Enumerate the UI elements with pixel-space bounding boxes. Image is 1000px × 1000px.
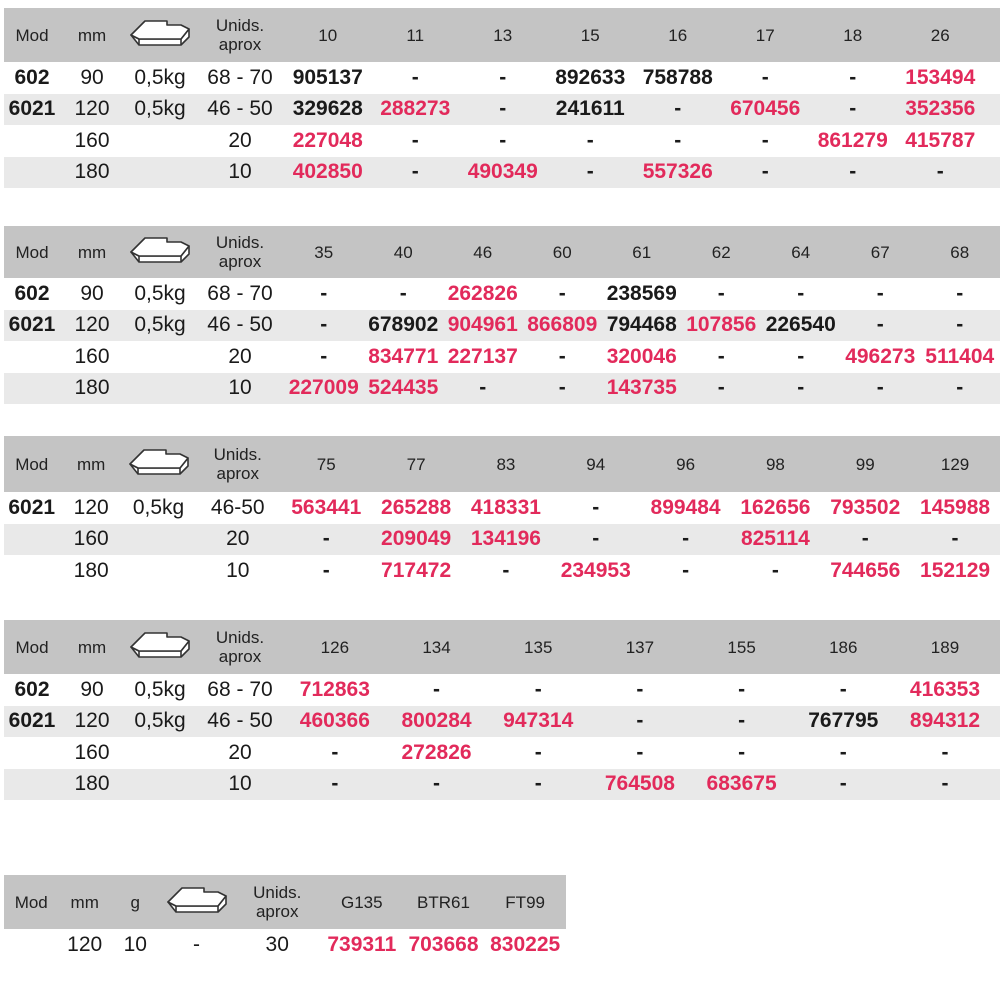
row-code: - <box>839 677 847 701</box>
row-code: 834771 <box>368 344 439 368</box>
row-code: 904961 <box>447 313 518 337</box>
row-code: 145988 <box>920 495 991 519</box>
table-row <box>4 373 1000 405</box>
row-mm: 120 <box>67 932 103 956</box>
header-size: 40 <box>393 242 413 262</box>
row-mod: 6021 <box>8 709 56 733</box>
price-table-5 <box>4 875 566 961</box>
table-row <box>4 555 1000 587</box>
row-code: - <box>411 65 419 89</box>
table-row <box>4 62 1000 94</box>
table-row <box>4 769 1000 801</box>
row-code: - <box>479 376 487 400</box>
row-code: - <box>849 97 857 121</box>
header-unids-line2: aprox <box>218 647 262 666</box>
row-code: 905137 <box>292 65 363 89</box>
row-code: - <box>761 65 769 89</box>
row-code: 143735 <box>606 376 677 400</box>
table-row <box>4 341 1000 373</box>
row-code: 947314 <box>503 709 574 733</box>
row-code: 209049 <box>381 527 452 551</box>
row-code: - <box>682 527 690 551</box>
row-mod: 6021 <box>8 97 56 121</box>
header-size: 10 <box>318 25 338 45</box>
row-code: - <box>433 772 441 796</box>
open-box-icon <box>124 234 196 270</box>
header-unids <box>196 233 284 271</box>
row-code: - <box>322 558 330 582</box>
row-mm: 160 <box>74 344 110 368</box>
header-mod: Mod <box>15 637 49 657</box>
row-unids: 20 <box>228 740 252 764</box>
row-code: 234953 <box>560 558 631 582</box>
table-row <box>4 310 1000 342</box>
row-code: 767795 <box>808 709 879 733</box>
open-box-icon <box>124 17 196 53</box>
header-size: 98 <box>765 454 785 474</box>
row-code: 557326 <box>642 160 713 184</box>
row-code: 524435 <box>368 376 439 400</box>
row-unids: 10 <box>228 160 252 184</box>
row-code: - <box>320 313 328 337</box>
row-weight: 0,5kg <box>134 313 186 337</box>
row-code: 227048 <box>292 128 363 152</box>
row-code: 825114 <box>740 527 810 551</box>
table-row <box>4 929 566 961</box>
open-box-icon <box>123 446 194 482</box>
table-row <box>4 125 1000 157</box>
table-row <box>4 278 1000 310</box>
header-size: G135 <box>341 892 383 912</box>
row-code: - <box>876 313 884 337</box>
row-code: - <box>499 65 507 89</box>
row-code: - <box>956 281 964 305</box>
row-unids: 20 <box>226 527 250 551</box>
row-weight: 0,5kg <box>134 65 186 89</box>
header-unids <box>196 16 284 54</box>
table-row <box>4 706 1000 738</box>
header-size: 83 <box>496 454 516 474</box>
row-code: - <box>636 709 644 733</box>
row-code: - <box>876 281 884 305</box>
row-code: - <box>534 677 542 701</box>
row-code: 320046 <box>606 344 677 368</box>
row-code: - <box>433 677 441 701</box>
header-size: 129 <box>940 454 970 474</box>
header-mod: Mod <box>15 242 49 262</box>
row-code: 563441 <box>291 495 362 519</box>
header-unids-line1: Unids. <box>215 16 265 35</box>
header-mod: Mod <box>15 25 49 45</box>
row-code: 352356 <box>905 97 976 121</box>
row-code: - <box>499 128 507 152</box>
row-code: - <box>534 740 542 764</box>
row-code: - <box>761 128 769 152</box>
header-size: 11 <box>406 25 425 45</box>
header-size: 155 <box>727 637 756 657</box>
price-table-1 <box>4 8 1000 188</box>
row-unids: 20 <box>228 128 252 152</box>
header-size: 15 <box>580 25 600 45</box>
row-code: 329628 <box>292 97 363 121</box>
row-mm: 160 <box>74 740 110 764</box>
row-mm: 90 <box>80 281 104 305</box>
row-code: - <box>499 97 507 121</box>
table-row <box>4 737 1000 769</box>
row-code: - <box>956 313 964 337</box>
row-code: - <box>771 558 779 582</box>
row-mm: 180 <box>73 558 109 582</box>
header-size: 64 <box>791 242 811 262</box>
row-code: - <box>839 740 847 764</box>
header-size: FT99 <box>505 892 545 912</box>
row-unids: 10 <box>228 772 252 796</box>
row-code: - <box>558 376 566 400</box>
row-code: 153494 <box>905 65 976 89</box>
price-table-3 <box>4 436 1000 587</box>
row-code: - <box>797 344 805 368</box>
table-header <box>4 8 1000 62</box>
header-unids-line2: aprox <box>255 902 299 921</box>
row-code: - <box>331 740 339 764</box>
row-code: 227137 <box>447 344 518 368</box>
row-g: 10 <box>123 932 147 956</box>
header-size: 26 <box>930 25 950 45</box>
row-code: 800284 <box>401 709 472 733</box>
header-mm: mm <box>77 637 107 657</box>
header-size: 18 <box>843 25 863 45</box>
row-code: - <box>558 344 566 368</box>
table-row <box>4 94 1000 126</box>
row-code: - <box>861 527 869 551</box>
row-weight: 0,5kg <box>134 97 186 121</box>
header-size: 61 <box>632 242 652 262</box>
row-code: - <box>941 772 949 796</box>
header-size: 16 <box>668 25 688 45</box>
row-code: 402850 <box>292 160 363 184</box>
row-mm: 120 <box>74 313 110 337</box>
row-code: - <box>592 527 600 551</box>
row-mm: 120 <box>74 97 110 121</box>
header-unids-line1: Unids. <box>215 233 265 252</box>
row-mod: 6021 <box>8 313 56 337</box>
table-header <box>4 620 1000 674</box>
row-unids: 10 <box>228 376 252 400</box>
row-code: 460366 <box>299 709 370 733</box>
header-box-icon-cell <box>160 884 234 920</box>
row-code: 703668 <box>408 932 479 956</box>
row-code: - <box>797 281 805 305</box>
row-code: - <box>674 97 682 121</box>
row-code: - <box>411 128 419 152</box>
row-mod: 6021 <box>8 495 56 519</box>
table-header <box>4 875 566 929</box>
row-mm: 160 <box>73 527 109 551</box>
header-size: 60 <box>552 242 572 262</box>
row-code: 226540 <box>765 313 836 337</box>
row-code: 892633 <box>555 65 626 89</box>
header-size: BTR61 <box>417 892 470 912</box>
row-code: 152129 <box>920 558 991 582</box>
row-mm: 90 <box>80 677 104 701</box>
row-code: - <box>941 740 949 764</box>
row-code: 683675 <box>706 772 777 796</box>
row-mod: 602 <box>14 65 50 89</box>
row-code: 265288 <box>381 495 452 519</box>
row-code: - <box>956 376 964 400</box>
header-unids <box>196 628 284 666</box>
header-size: 35 <box>314 242 334 262</box>
row-code: - <box>797 376 805 400</box>
row-box: - <box>193 932 200 956</box>
row-unids: 10 <box>226 558 250 582</box>
header-mm: mm <box>70 892 99 912</box>
row-weight: 0,5kg <box>134 281 186 305</box>
header-size: 62 <box>711 242 731 262</box>
row-code: - <box>876 376 884 400</box>
header-size: 99 <box>855 454 875 474</box>
header-size: 75 <box>316 454 336 474</box>
row-code: 894312 <box>909 709 980 733</box>
header-box-icon-cell <box>124 234 196 270</box>
row-mm: 180 <box>74 772 110 796</box>
row-code: - <box>636 740 644 764</box>
row-code: - <box>717 344 725 368</box>
header-size: 94 <box>586 454 606 474</box>
row-code: 793502 <box>830 495 901 519</box>
price-table-2 <box>4 226 1000 404</box>
header-size: 135 <box>524 637 553 657</box>
header-size: 186 <box>829 637 858 657</box>
row-code: - <box>761 160 769 184</box>
row-weight: 0,5kg <box>132 495 185 519</box>
row-code: - <box>717 376 725 400</box>
header-size: 67 <box>870 242 890 262</box>
header-size: 126 <box>320 637 350 657</box>
row-code: 241611 <box>555 97 625 121</box>
row-code: 511404 <box>925 344 995 368</box>
table-row <box>4 157 1000 189</box>
row-code: 670456 <box>730 97 801 121</box>
row-code: 764508 <box>604 772 675 796</box>
row-mm: 90 <box>80 65 104 89</box>
row-code: - <box>592 495 600 519</box>
header-box-icon-cell <box>124 629 196 665</box>
row-unids: 68 - 70 <box>207 281 273 305</box>
header-g: g <box>130 892 140 912</box>
header-size: 96 <box>676 454 696 474</box>
row-code: - <box>738 709 746 733</box>
row-code: 712863 <box>299 677 370 701</box>
row-mm: 160 <box>74 128 110 152</box>
header-unids-line2: aprox <box>216 464 260 483</box>
row-code: - <box>839 772 847 796</box>
row-code: 418331 <box>470 495 541 519</box>
row-code: - <box>586 128 594 152</box>
row-code: - <box>502 558 510 582</box>
row-code: 107856 <box>686 313 757 337</box>
row-mm: 180 <box>74 376 110 400</box>
row-code: - <box>322 527 330 551</box>
row-mm: 180 <box>74 160 110 184</box>
row-code: 227009 <box>288 376 359 400</box>
table-header <box>4 436 1000 492</box>
row-code: 490349 <box>467 160 538 184</box>
header-unids-line1: Unids. <box>213 445 262 464</box>
row-code: - <box>558 281 566 305</box>
row-weight: 0,5kg <box>134 709 186 733</box>
row-code: 866809 <box>527 313 598 337</box>
row-code: - <box>738 740 746 764</box>
row-unids: 46 - 50 <box>207 709 273 733</box>
row-unids: 46-50 <box>210 495 265 519</box>
price-table-4 <box>4 620 1000 800</box>
header-mm: mm <box>77 25 107 45</box>
table-row <box>4 492 1000 524</box>
row-unids: 68 - 70 <box>207 65 273 89</box>
header-mod: Mod <box>14 892 48 912</box>
row-code: - <box>331 772 339 796</box>
header-size: 68 <box>950 242 970 262</box>
row-mm: 120 <box>73 495 109 519</box>
row-code: - <box>636 677 644 701</box>
table-header <box>4 226 1000 278</box>
row-code: 861279 <box>817 128 888 152</box>
header-box-icon-cell <box>124 17 196 53</box>
row-code: 744656 <box>830 558 901 582</box>
header-size: 189 <box>930 637 960 657</box>
row-code: 899484 <box>650 495 721 519</box>
row-code: 758788 <box>642 65 713 89</box>
header-size: 77 <box>406 454 426 474</box>
header-mm: mm <box>77 242 107 262</box>
header-size: 46 <box>473 242 493 262</box>
row-code: 794468 <box>606 313 677 337</box>
row-unids: 30 <box>265 932 289 956</box>
row-code: 739311 <box>327 932 397 956</box>
row-code: - <box>682 558 690 582</box>
row-code: - <box>674 128 682 152</box>
header-size: 137 <box>625 637 655 657</box>
header-unids-line2: aprox <box>218 252 262 271</box>
row-code: 272826 <box>401 740 472 764</box>
open-box-icon <box>160 884 234 920</box>
row-mod: 602 <box>14 677 50 701</box>
row-code: 238569 <box>606 281 677 305</box>
row-code: - <box>849 160 857 184</box>
row-code: 415787 <box>905 128 976 152</box>
header-mm: mm <box>77 454 106 474</box>
header-unids <box>194 445 281 483</box>
row-code: 288273 <box>380 97 451 121</box>
header-size: 13 <box>493 25 513 45</box>
row-code: - <box>534 772 542 796</box>
header-mod: Mod <box>15 454 49 474</box>
row-unids: 46 - 50 <box>207 97 273 121</box>
row-code: 416353 <box>909 677 980 701</box>
row-code: 496273 <box>845 344 916 368</box>
header-unids-line1: Unids. <box>215 628 265 647</box>
header-size: 134 <box>422 637 451 657</box>
row-code: - <box>411 160 419 184</box>
row-weight: 0,5kg <box>134 677 186 701</box>
header-unids-line1: Unids. <box>253 883 302 902</box>
row-code: - <box>849 65 857 89</box>
header-box-icon-cell <box>123 446 194 482</box>
row-code: 134196 <box>470 527 541 551</box>
row-code: 162656 <box>740 495 811 519</box>
row-code: - <box>717 281 725 305</box>
table-row <box>4 674 1000 706</box>
row-code: - <box>951 527 959 551</box>
header-unids <box>233 883 321 921</box>
row-code: - <box>586 160 594 184</box>
row-code: - <box>320 281 328 305</box>
header-unids-line2: aprox <box>218 35 262 54</box>
row-code: 830225 <box>490 932 561 956</box>
table-row <box>4 524 1000 556</box>
header-size: 17 <box>755 25 775 45</box>
open-box-icon <box>124 629 196 665</box>
row-code: - <box>738 677 746 701</box>
row-mod: 602 <box>14 281 50 305</box>
row-unids: 46 - 50 <box>207 313 273 337</box>
row-code: - <box>320 344 328 368</box>
row-unids: 20 <box>228 344 252 368</box>
row-code: 262826 <box>447 281 518 305</box>
row-code: 717472 <box>381 558 452 582</box>
row-mm: 120 <box>74 709 110 733</box>
row-code: 678902 <box>368 313 439 337</box>
row-code: - <box>399 281 407 305</box>
row-code: - <box>936 160 944 184</box>
row-unids: 68 - 70 <box>207 677 273 701</box>
